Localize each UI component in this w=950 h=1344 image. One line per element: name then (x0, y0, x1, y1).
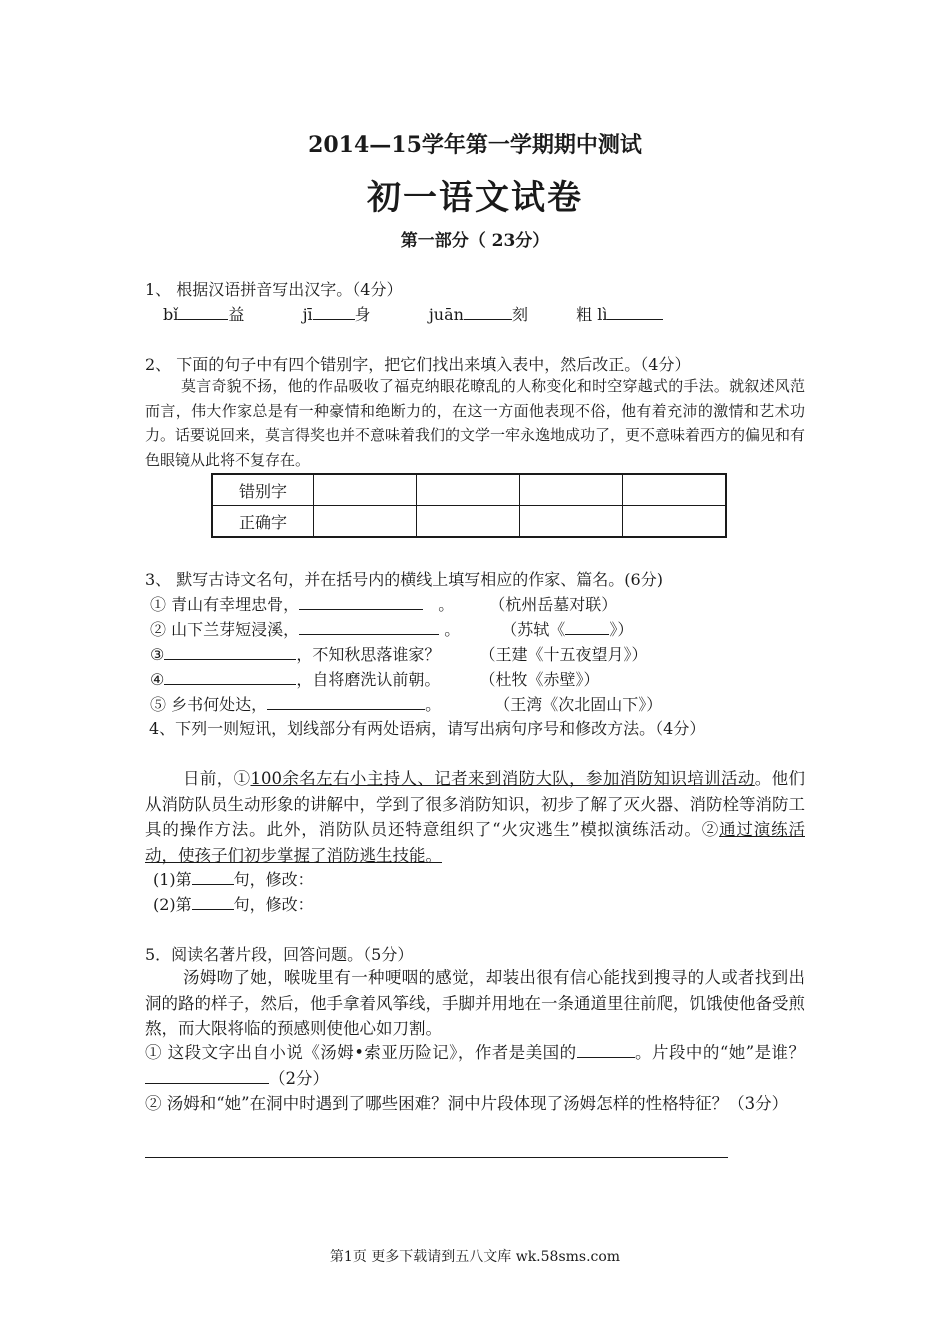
q3-title-blank[interactable] (565, 620, 609, 635)
q1-blank-4[interactable] (607, 305, 663, 320)
q1-char-1: 益 (228, 305, 245, 324)
q3-line-4: ④ ，自将磨洗认前朝。 （杜牧《赤壁》） (150, 670, 600, 689)
q4-answer-2: (2)第 句，修改： (153, 895, 314, 914)
q5-sub-1: ① 这段文字出自小说《汤姆•索亚历险记》，作者是美国的 。片段中的“她”是谁？（2分） (145, 1043, 805, 1088)
q5-author-blank[interactable] (577, 1043, 635, 1058)
q1-items (163, 302, 663, 325)
q2-passage: 莫言奇貌不扬，他的作品吸收了福克纳眼花暸乱的人称变化和时空穿越式的手法。就叙述风范而言，伟大作家总是有一种豪情和绝断力的，在这一方面他表现不俗，他有着充沛的激情和艺术功力。话要说回来，莫言得奖也并不意味着我们的文学一牢永逸地成功了，更不意味着西方的偏见和有色眼镜从此将不复存在。 (145, 377, 806, 469)
q2-stem: 2、 下面的句子中有四个错别字，把它们找出来填入表中，然后改正。（4分） (145, 355, 691, 374)
q1-blank-3[interactable] (464, 305, 512, 320)
table-cell[interactable] (520, 474, 623, 506)
q4-underlined-1: 100余名左右小主持人、记者来到消防大队，参加消防知识培训活动 (250, 769, 755, 788)
q1-char-3: 刻 (511, 305, 528, 324)
q3-blank-3[interactable] (164, 645, 296, 660)
table-cell[interactable] (623, 506, 727, 538)
q4-sentence-blank-1[interactable] (192, 870, 234, 885)
table-cell[interactable] (623, 474, 727, 506)
part-heading: 第一部分（ 23分） (400, 231, 550, 251)
q4-stem: 4、下列一则短讯，划线部分有两处语病，请写出病句序号和修改方法。（4分） (149, 719, 706, 738)
answer-line[interactable] (145, 1157, 728, 1158)
q1-blank-1[interactable] (178, 305, 228, 320)
q1-pinyin-2: jī (302, 305, 313, 324)
row-label-correct: 正确字 (212, 506, 314, 538)
q5-stem: 5．阅读名著片段，回答问题。（5分） (145, 945, 414, 964)
q1-pinyin-1: bǐ (163, 305, 179, 324)
table-row (212, 506, 726, 538)
q5-sub-2: ② 汤姆和“她”在洞中时遇到了哪些困难？洞中片段体现了汤姆怎样的性格特征？（3分） (145, 1094, 789, 1113)
q4-underlined-2: 通过演练活动，使孩子们初步掌握了消防逃生技能。 (145, 820, 805, 865)
q1-pinyin-4: 粗 lì (576, 305, 608, 324)
q1-pinyin-3: juān (428, 305, 464, 324)
row-label-wrong: 错别字 (212, 474, 314, 506)
error-correction-table (211, 473, 727, 538)
table-cell[interactable] (417, 474, 520, 506)
q4-sentence-blank-2[interactable] (192, 895, 234, 910)
q1-char-2: 身 (354, 305, 371, 324)
q4-passage: 日前，①100余名左右小主持人、记者来到消防大队，参加消防知识培训活动。他们从消防队员生动形象的讲解中，学到了很多消防知识，初步了解了灭火器、消防栓等消防工具的操作方法。此外，消防队员还特意组织了“火灾逃生”模拟演练活动。②通过演练活动，使孩子们初步掌握了消防逃生技能。 (145, 769, 806, 865)
q1-stem: 1、 根据汉语拼音写出汉字。（4分） (145, 280, 403, 299)
exam-subtitle: 初一语文试卷 (367, 178, 583, 218)
table-cell[interactable] (520, 506, 623, 538)
q1-blank-2[interactable] (313, 305, 355, 320)
q3-line-2: ② 山下兰芽短浸溪， 。 （苏轼《 》） (150, 620, 634, 639)
q3-stem: 3、 默写古诗文名句，并在括号内的横线上填写相应的作家、篇名。(6分) (145, 570, 663, 589)
q5-who-blank[interactable] (145, 1069, 269, 1084)
q3-blank-1[interactable] (299, 595, 423, 610)
q3-blank-5[interactable] (267, 695, 425, 710)
q3-blank-2[interactable] (299, 620, 439, 635)
q3-line-5: ⑤ 乡书何处达， 。 （王湾《次北固山下》） (150, 695, 663, 714)
q3-line-1: ① 青山有幸埋忠骨， 。 （杭州岳墓对联） (150, 595, 618, 614)
table-cell[interactable] (314, 506, 417, 538)
q3-line-3: ③ ，不知秋思落谁家？ （王建《十五夜望月》） (150, 645, 648, 664)
table-cell[interactable] (314, 474, 417, 506)
q3-blank-4[interactable] (164, 670, 296, 685)
exam-title: 2014—15学年第一学期期中测试 (308, 132, 642, 158)
q5-passage: 汤姆吻了她，喉咙里有一种哽咽的感觉，却装出很有信心能找到搜寻的人或者找到出洞的路的样子，然后，他手拿着风筝线，手脚并用地在一条通道里往前爬，饥饿使他备受煎熬，而大限将临的预感则使他心如刀割。 (145, 968, 805, 1038)
table-cell[interactable] (417, 506, 520, 538)
table-row (212, 474, 726, 506)
page-footer: 第1页 更多下载请到五八文库 wk.58sms.com (329, 1249, 621, 1265)
q4-answer-1: (1)第 句，修改： (153, 870, 314, 889)
